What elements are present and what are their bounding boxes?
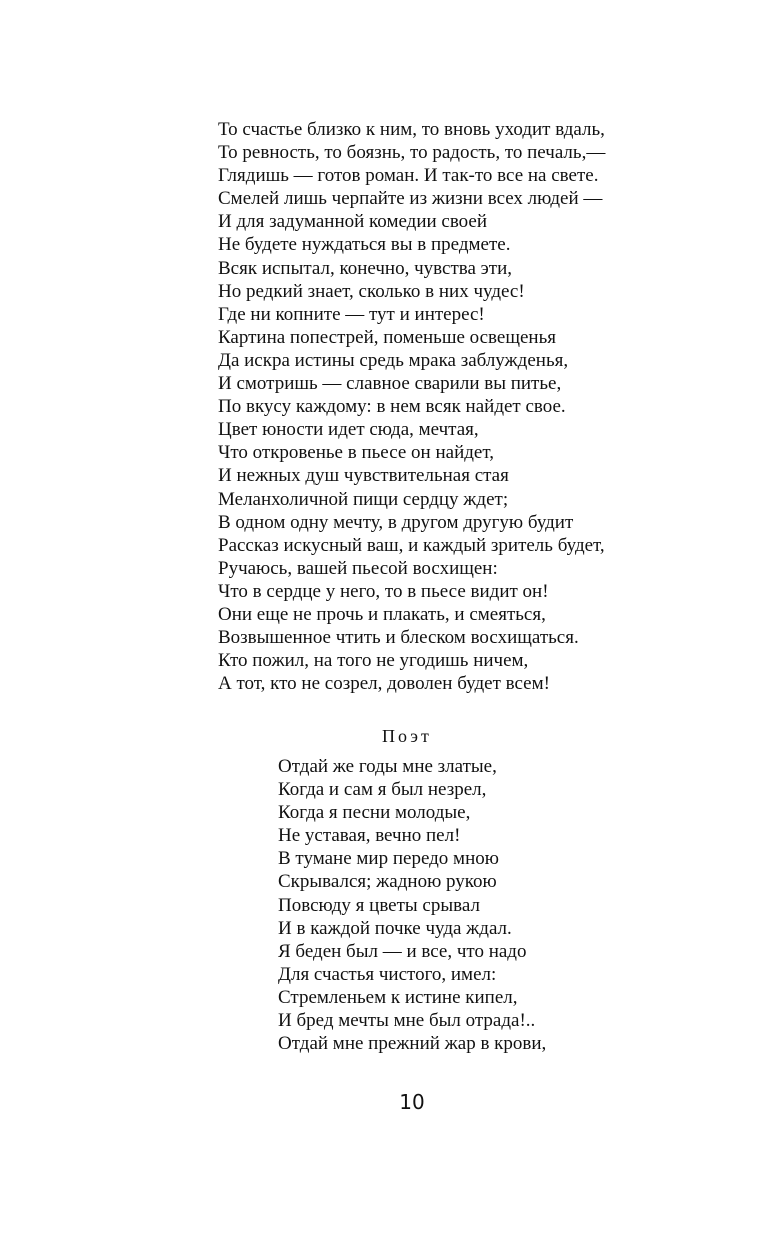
verse-line: Глядишь — готов роман. И так-то все на свете. <box>218 165 599 187</box>
verse-line: И для задуманной комедии своей <box>218 211 488 233</box>
verse-line: Но редкий знает, сколько в них чудес! <box>218 280 525 302</box>
verse-line: Что в сердце у него, то в пьесе видит он! <box>218 580 549 602</box>
speaker-label: Поэт <box>382 726 432 746</box>
verse-line: Не уставая, вечно пел! <box>278 825 461 847</box>
verse-line: То ревность, то боязнь, то радость, то печаль,— <box>218 142 606 164</box>
verse-line: В одном одну мечту, в другом другую будит <box>218 511 574 533</box>
verse-line: Да искра истины средь мрака заблужденья, <box>218 349 569 371</box>
verse-line: Меланхоличной пищи сердцу ждет; <box>218 488 509 510</box>
verse-line: Отдай мне прежний жар в крови, <box>278 1033 547 1055</box>
verse-line: Когда и сам я был незрел, <box>278 779 487 801</box>
verse-line: Они еще не прочь и плакать, и смеяться, <box>218 603 546 625</box>
verse-line: Повсюду я цветы срывал <box>278 894 480 916</box>
verse-line: Я беден был — и все, что надо <box>278 940 527 962</box>
verse-line: Когда я песни молодые, <box>278 802 471 824</box>
verse-stanza-main <box>218 118 718 695</box>
verse-line: Рассказ искусный ваш, и каждый зритель будет, <box>218 534 605 556</box>
verse-stanza-poet <box>278 755 698 1055</box>
verse-line: И бред мечты мне был отрада!.. <box>278 1010 536 1032</box>
verse-line: И смотришь — славное сварили вы питье, <box>218 373 562 395</box>
verse-line: Возвышенное чтить и блеском восхищаться. <box>218 627 579 649</box>
verse-line: По вкусу каждому: в нем всяк найдет свое. <box>218 396 566 418</box>
verse-line: И в каждой почке чуда ждал. <box>278 917 512 939</box>
verse-line: В тумане мир передо мною <box>278 848 499 870</box>
page-number: 10 <box>399 1090 425 1114</box>
verse-line: Не будете нуждаться вы в предмете. <box>218 234 511 256</box>
verse-line: Ручаюсь, вашей пьесой восхищен: <box>218 557 498 579</box>
verse-line: Картина попестрей, поменьше освещенья <box>218 326 556 348</box>
verse-line: И нежных душ чувствительная стая <box>218 465 509 487</box>
verse-line: Кто пожил, на того не угодишь ничем, <box>218 650 529 672</box>
verse-line: Отдай же годы мне златые, <box>278 756 497 777</box>
verse-line: То счастье близко к ним, то вновь уходит вдаль, <box>218 119 605 140</box>
verse-line: Что откровенье в пьесе он найдет, <box>218 442 494 464</box>
verse-line: Для счастья чистого, имел: <box>278 963 497 985</box>
verse-line: Смелей лишь черпайте из жизни всех людей — <box>218 188 603 210</box>
verse-line: Всяк испытал, конечно, чувства эти, <box>218 257 513 279</box>
verse-line: Цвет юности идет сюда, мечтая, <box>218 419 479 441</box>
verse-line: Где ни копните — тут и интерес! <box>218 303 485 325</box>
verse-line: Скрывался; жадною рукою <box>278 871 497 893</box>
verse-line: Стремленьем к истине кипел, <box>278 986 518 1008</box>
verse-line: А тот, кто не созрел, доволен будет всем! <box>218 673 550 695</box>
